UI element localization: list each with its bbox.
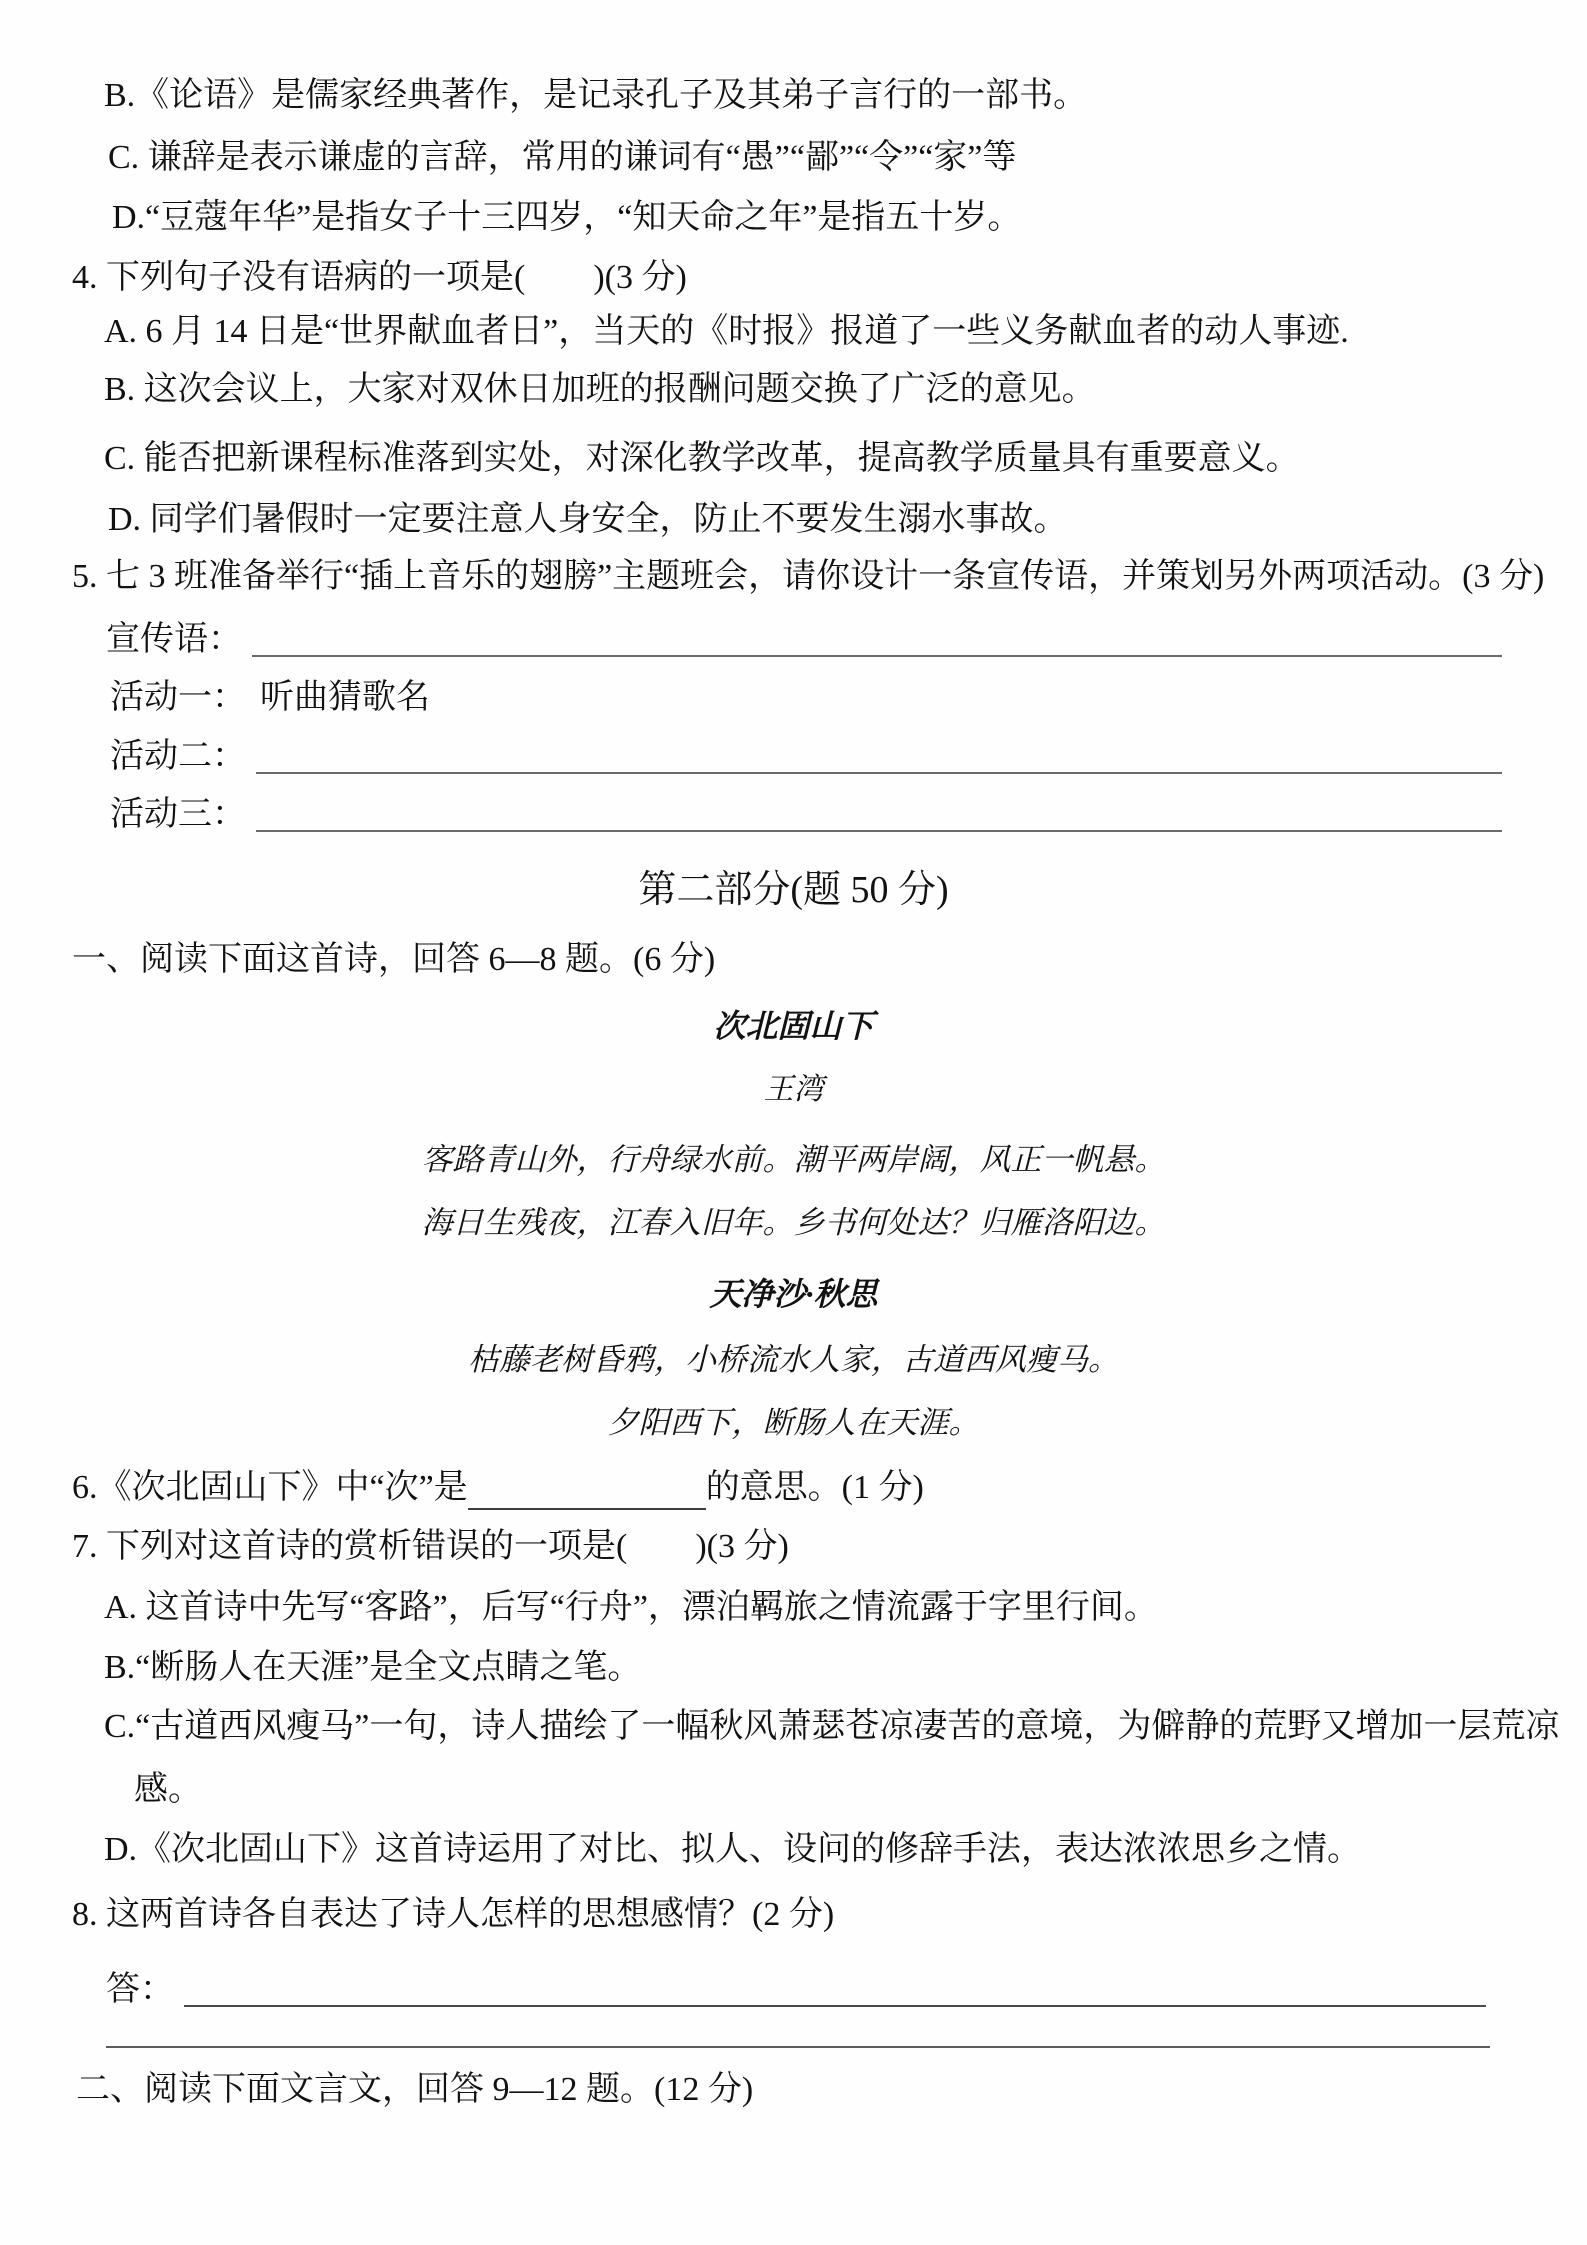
q7-option-c: C.“古道西风瘦马”一句，诗人描绘了一幅秋风萧瑟苍凉凄苦的意境，为僻静的荒野又增加一层荒凉 xyxy=(104,1708,1560,1745)
q5-activity3-label: 活动三： xyxy=(110,796,246,833)
q5-activity1-value: 听曲猜歌名 xyxy=(260,679,430,716)
q4-option-a: A. 6 月 14 日是“世界献血者日”，当天的《时报》报道了一些义务献血者的动人事迹. xyxy=(104,313,1349,350)
section1-intro: 一、阅读下面这首诗，回答 6—8 题。(6 分) xyxy=(72,941,716,978)
q7-option-d: D.《次北固山下》这首诗运用了对比、拟人、设问的修辞手法，表达浓浓思乡之情。 xyxy=(104,1831,1362,1868)
q5-activity1-row xyxy=(110,676,430,720)
poem1-line-2: 海日生残夜，江春入旧年。乡书何处达？归雁洛阳边。 xyxy=(421,1205,1166,1240)
q4-stem: 4. 下列句子没有语病的一项是( )(3 分) xyxy=(72,259,687,296)
poem2-line-2: 夕阳西下，断肠人在天涯。 xyxy=(607,1405,980,1440)
q8-answer-row xyxy=(106,1968,1490,2012)
answer-blank-line xyxy=(106,2046,1490,2048)
answer-blank-line xyxy=(256,735,1502,774)
q3-option-d: D.“豆蔻年华”是指女子十三四岁，“知天命之年”是指五十岁。 xyxy=(112,199,1022,236)
q3-option-b: B.《论语》是儒家经典著作，是记录孔子及其弟子言行的一部书。 xyxy=(104,77,1088,114)
part2-heading: 第二部分(题 50 分) xyxy=(638,869,949,911)
q3-option-c: C. 谦辞是表示谦虚的言辞，常用的谦词有“愚”“鄙”“令”“家”等 xyxy=(108,139,1017,176)
q8-answer-label: 答： xyxy=(106,1971,174,2008)
q5-slogan-label: 宣传语： xyxy=(106,621,242,658)
q4-option-b: B. 这次会议上，大家对双休日加班的报酬问题交换了广泛的意见。 xyxy=(104,371,1096,408)
q8-stem: 8. 这两首诗各自表达了诗人怎样的思想感情？(2 分) xyxy=(72,1896,835,1933)
q6-stem-post: 的意思。(1 分) xyxy=(705,1469,924,1506)
answer-blank-line xyxy=(184,1968,1486,2007)
q6-stem xyxy=(72,1466,924,1510)
poem1-author: 王湾 xyxy=(763,1073,824,1106)
answer-blank-inline xyxy=(468,1473,706,1510)
q5-stem: 5. 七 3 班准备举行“插上音乐的翅膀”主题班会，请你设计一条宣传语，并策划另外两项活动。(3 分) xyxy=(72,558,1545,595)
q5-slogan-row xyxy=(106,618,1506,662)
poem2-title: 天净沙·秋思 xyxy=(709,1276,878,1312)
q5-activity2-row xyxy=(110,735,1506,779)
q5-activity2-label: 活动二： xyxy=(110,738,246,775)
section2-intro: 二、阅读下面文言文，回答 9—12 题。(12 分) xyxy=(76,2071,754,2108)
poem1-line-1: 客路青山外，行舟绿水前。潮平两岸阔，风正一帆悬。 xyxy=(421,1142,1166,1177)
q4-option-c: C. 能否把新课程标准落到实处，对深化教学改革，提高教学质量具有重要意义。 xyxy=(104,440,1300,477)
q4-option-d: D. 同学们暑假时一定要注意人身安全，防止不要发生溺水事故。 xyxy=(108,501,1068,538)
q5-activity3-row xyxy=(110,793,1506,837)
answer-blank-line xyxy=(252,618,1502,657)
poem1-title: 次北固山下 xyxy=(713,1008,874,1044)
q5-activity1-label: 活动一： xyxy=(110,679,246,716)
answer-blank-line xyxy=(256,793,1502,832)
q7-stem: 7. 下列对这首诗的赏析错误的一项是( )(3 分) xyxy=(72,1528,789,1565)
poem2-line-1: 枯藤老树昏鸦，小桥流水人家，古道西风瘦马。 xyxy=(468,1342,1119,1377)
q7-option-a: A. 这首诗中先写“客路”，后写“行舟”，漂泊羁旅之情流露于字里行间。 xyxy=(104,1589,1158,1626)
q7-option-b: B.“断肠人在天涯”是全文点睛之笔。 xyxy=(104,1649,642,1686)
q7-option-c-cont: 感。 xyxy=(134,1771,202,1808)
q6-stem-pre: 6.《次北固山下》中“次”是 xyxy=(72,1469,468,1506)
